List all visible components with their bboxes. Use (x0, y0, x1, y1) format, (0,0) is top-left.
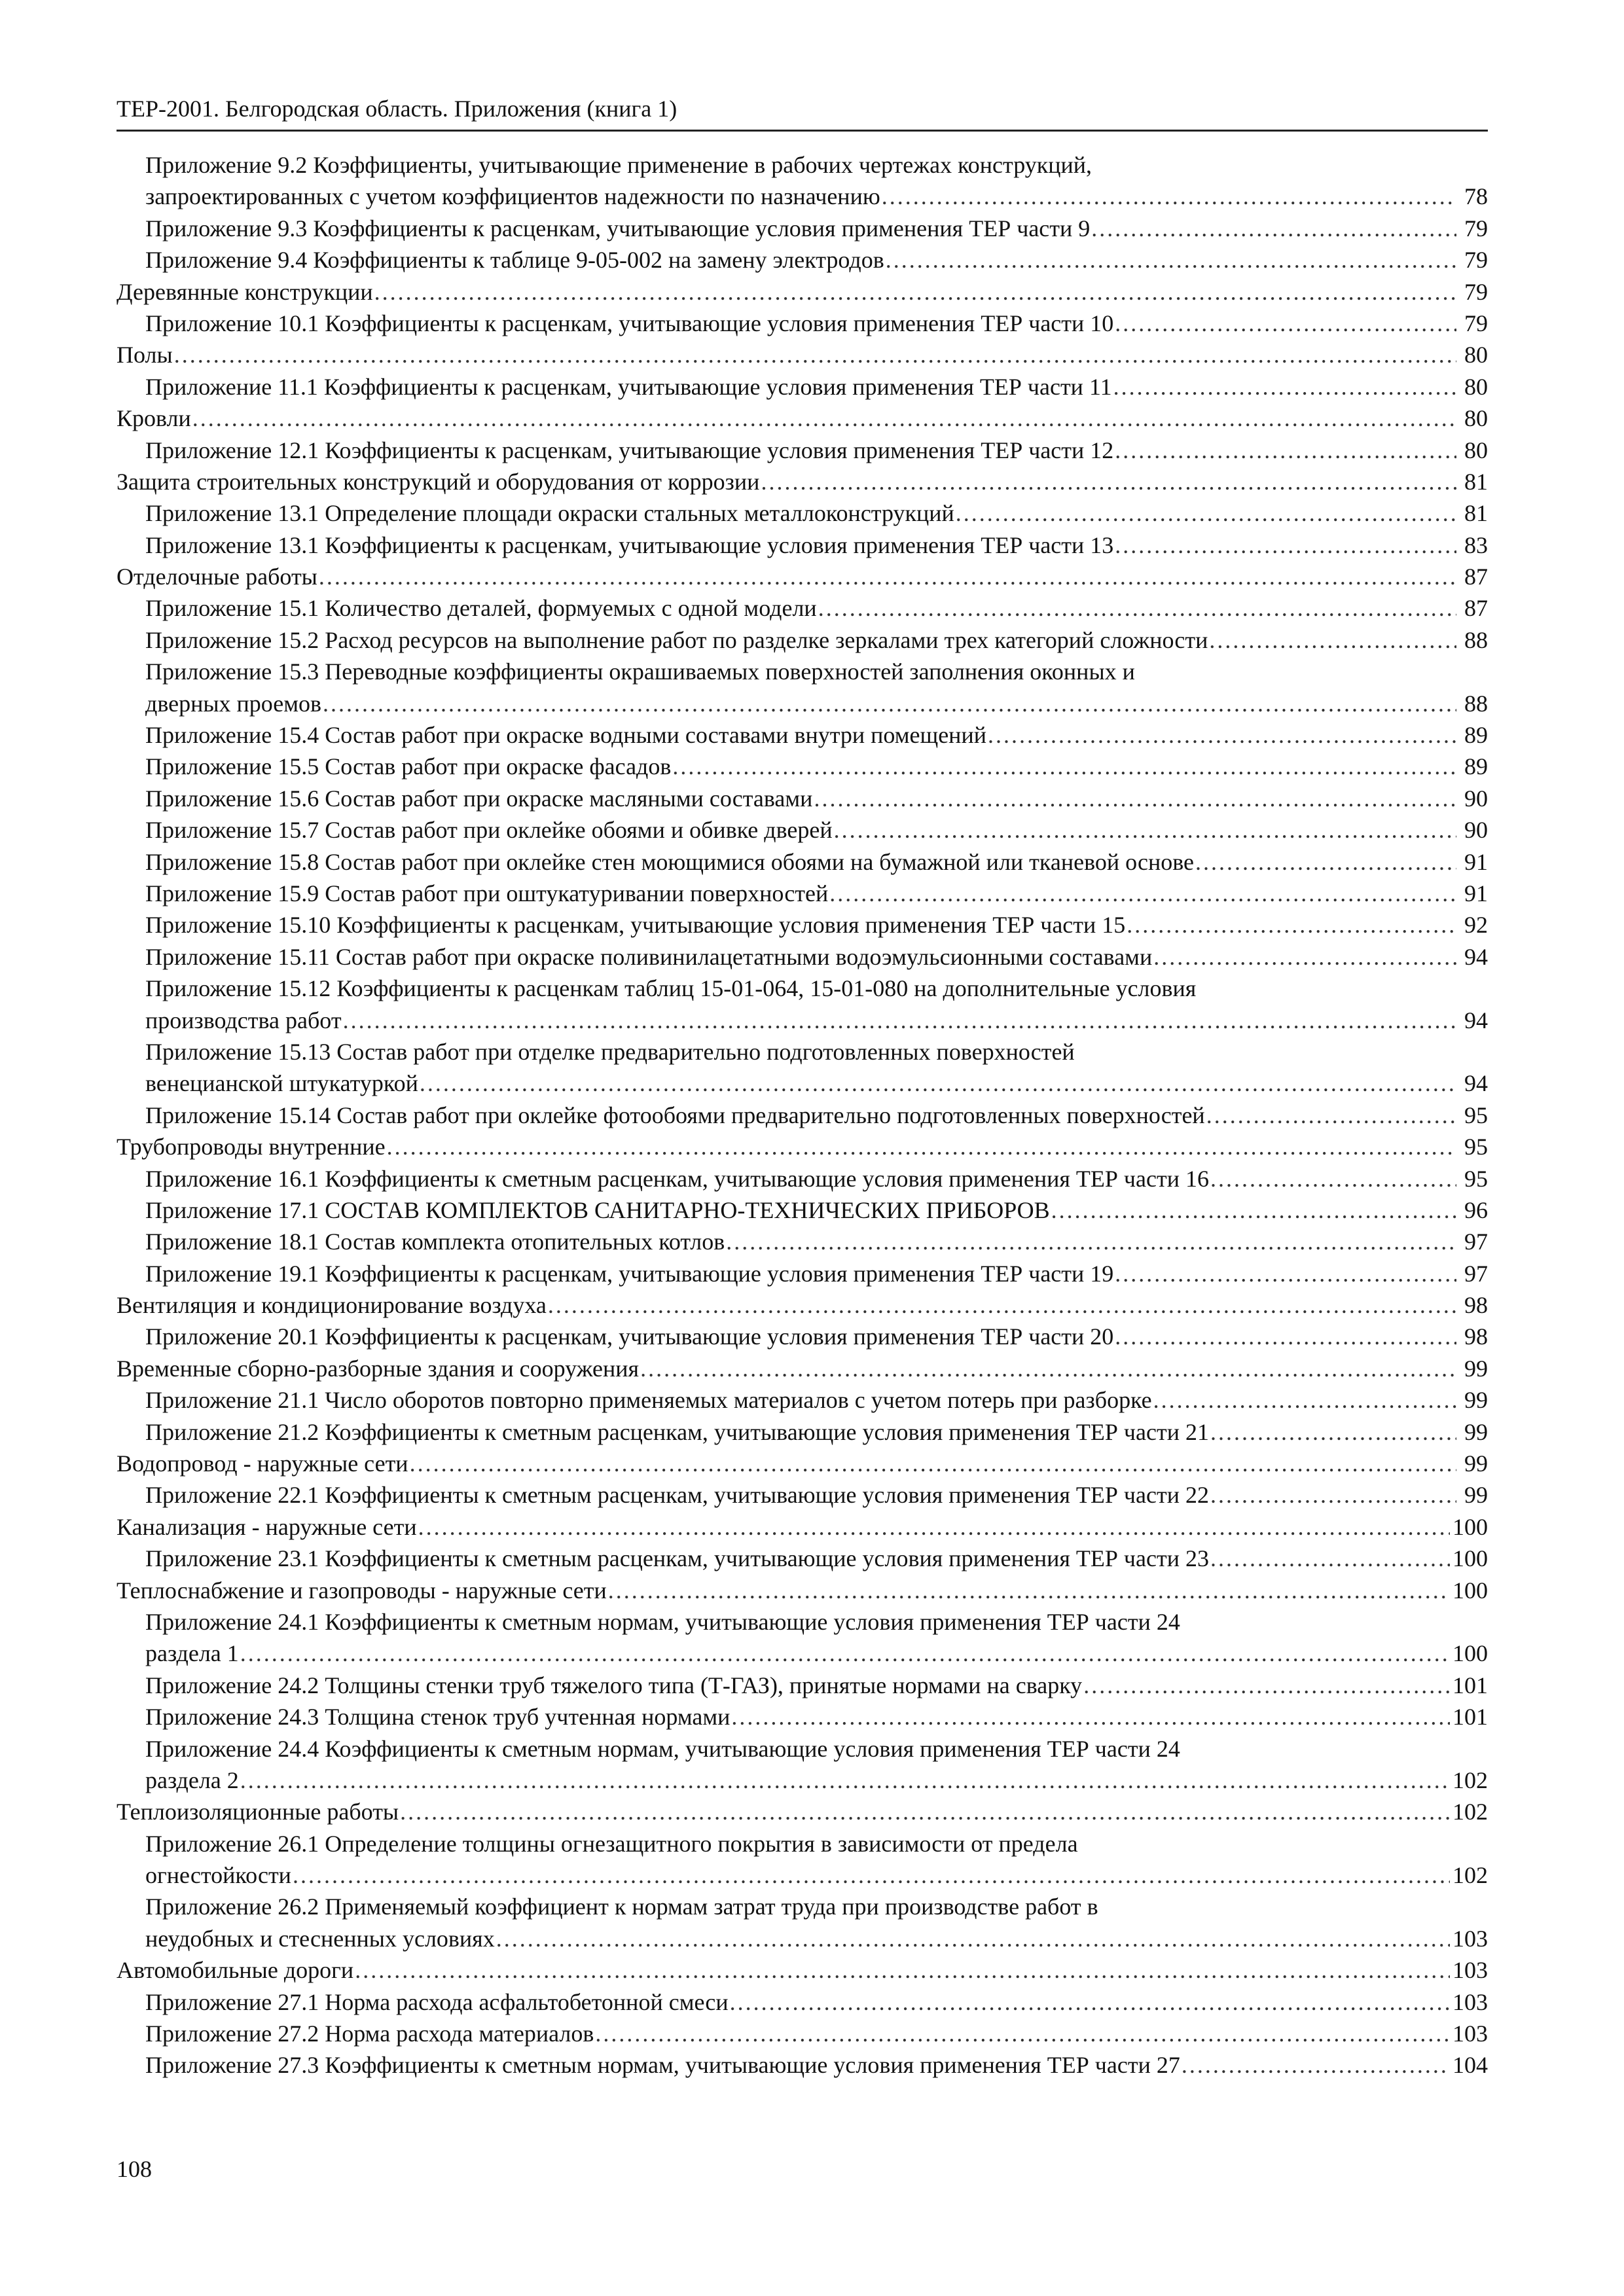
dot-leader (1206, 1100, 1456, 1131)
toc-appendix-entry[interactable] (117, 1733, 1488, 1797)
toc-line (117, 561, 1488, 592)
toc-entry-text: Приложение 12.1 Коэффициенты к расценкам, учитывающие условия применения ТЕР части 12 (145, 437, 1114, 463)
toc-page-number: 102 (1453, 1799, 1488, 1825)
toc-entry-text: Отделочные работы (117, 564, 317, 590)
dot-leader (387, 1131, 1456, 1162)
toc-entry-text: дверных проемов (145, 690, 321, 717)
toc-entry-text: Приложение 15.9 Состав работ при оштукатуривании поверхностей (145, 880, 829, 906)
dot-leader (1115, 435, 1456, 466)
toc-line (117, 1131, 1488, 1162)
toc-entry-text: Приложение 15.12 Коэффициенты к расценкам таблиц 15-01-064, 15-01-080 на дополнительные условия (145, 975, 1197, 1002)
toc-appendix-entry[interactable] (117, 2049, 1488, 2081)
toc-entry-text: Приложение 15.4 Состав работ при окраске водными составами внутри помещений (145, 722, 986, 749)
toc-entry-text: запроектированных с учетом коэффициентов надежности по назначению (145, 183, 880, 210)
toc-section-entry[interactable] (117, 1289, 1488, 1321)
toc-line (117, 1479, 1488, 1511)
toc-line (117, 181, 1488, 212)
toc-page-number: 95 (1464, 1134, 1488, 1160)
toc-appendix-entry[interactable] (117, 1321, 1488, 1352)
toc-entry-text: Приложение 24.3 Толщина стенок труб учтенная нормами (145, 1704, 731, 1731)
toc-section-entry[interactable] (117, 339, 1488, 370)
toc-appendix-entry[interactable] (117, 592, 1488, 624)
toc-line (117, 1321, 1488, 1352)
toc-entry-text: Приложение 10.1 Коэффициенты к расценкам, учитывающие условия применения ТЕР части 10 (145, 310, 1114, 336)
toc-line (117, 2018, 1488, 2049)
toc-entry-text: венецианской штукатуркой (145, 1070, 418, 1097)
dot-leader (834, 814, 1456, 846)
toc-appendix-entry[interactable] (117, 1036, 1488, 1100)
toc-line (117, 1416, 1488, 1448)
toc-section-entry[interactable] (117, 1131, 1488, 1162)
toc-entry-text: Приложение 24.2 Толщины стенки труб тяжелого типа (Т-ГАЗ), принятые нормами на сварку (145, 1672, 1083, 1698)
dot-leader (192, 403, 1456, 434)
toc-page-number: 83 (1464, 531, 1488, 558)
toc-page-number: 79 (1464, 247, 1488, 274)
toc-entry-text: Приложение 26.2 Применяемый коэффициент к нормам затрат труда при производстве работ в (145, 1893, 1098, 1920)
dot-leader (726, 1226, 1456, 1257)
dot-leader (988, 719, 1456, 751)
toc-line (117, 624, 1488, 656)
toc-appendix-entry[interactable] (117, 973, 1488, 1036)
toc-appendix-entry[interactable] (117, 846, 1488, 878)
toc-appendix-entry[interactable] (117, 719, 1488, 751)
toc-page-number: 88 (1464, 626, 1488, 653)
dot-leader (410, 1448, 1456, 1479)
toc-page-number: 96 (1464, 1196, 1488, 1223)
dot-leader (1051, 1194, 1456, 1226)
toc-line (117, 909, 1488, 941)
dot-leader (548, 1289, 1456, 1321)
toc-page-number: 99 (1464, 1387, 1488, 1414)
dot-leader (1115, 308, 1456, 339)
dot-leader (293, 1859, 1450, 1891)
toc-line (117, 1765, 1488, 1796)
toc-entry-text: Приложение 15.6 Состав работ при окраске масляными составами (145, 785, 813, 812)
toc-entry-text: Приложение 23.1 Коэффициенты к сметным расценкам, учитывающие условия применения ТЕР части 23 (145, 1545, 1209, 1572)
toc-line (117, 244, 1488, 276)
toc-entry-text: Приложение 13.1 Определение площади окраски стальных металлоконструкций (145, 500, 954, 527)
toc-line (117, 1543, 1488, 1574)
toc-line (117, 846, 1488, 878)
toc-entry-text: Приложение 9.2 Коэффициенты, учитывающие применение в рабочих чертежах конструкций, (145, 152, 1092, 178)
dot-leader (730, 1986, 1450, 2018)
toc-entry-text: Приложение 18.1 Состав комплекта отопительных котлов (145, 1229, 725, 1255)
toc-entry-text: раздела 1 (145, 1640, 239, 1667)
toc-page-number: 90 (1464, 817, 1488, 844)
toc-entry-text: Приложение 9.4 Коэффициенты к таблице 9-05-002 на замену электродов (145, 247, 884, 274)
toc-line (117, 688, 1488, 719)
dot-leader (818, 592, 1456, 624)
toc-entry-text: Трубопроводы внутренние (117, 1134, 386, 1160)
toc-page-number: 100 (1453, 1513, 1488, 1540)
toc-line (117, 1384, 1488, 1416)
toc-entry-text: Приложение 11.1 Коэффициенты к расценкам, учитывающие условия применения ТЕР части 11 (145, 373, 1112, 400)
toc-appendix-entry[interactable] (117, 1416, 1488, 1448)
toc-appendix-entry[interactable] (117, 751, 1488, 782)
dot-leader (814, 783, 1456, 814)
toc-section-entry[interactable] (117, 1575, 1488, 1606)
toc-appendix-entry[interactable] (117, 244, 1488, 276)
toc-page-number: 89 (1464, 722, 1488, 749)
toc-appendix-entry[interactable] (117, 1194, 1488, 1226)
toc-page-number: 79 (1464, 278, 1488, 305)
toc-entry-text: Приложение 26.1 Определение толщины огнезащитного покрытия в зависимости от предела (145, 1830, 1078, 1857)
toc-entry-text: Приложение 27.1 Норма расхода асфальтобетонной смеси (145, 1988, 729, 2015)
toc-line (117, 941, 1488, 973)
toc-line (117, 1067, 1488, 1099)
toc-appendix-entry[interactable] (117, 435, 1488, 466)
toc-line (117, 213, 1488, 244)
toc-line (117, 308, 1488, 339)
toc-entry-text: Приложение 15.7 Состав работ при оклейке обоями и обивке дверей (145, 817, 833, 844)
toc-line (117, 339, 1488, 370)
toc-page-number: 91 (1464, 880, 1488, 906)
toc-appendix-entry[interactable] (117, 1258, 1488, 1289)
toc-appendix-entry[interactable] (117, 1670, 1488, 1701)
toc-page-number: 100 (1453, 1545, 1488, 1572)
dot-leader (956, 497, 1456, 529)
toc-appendix-entry[interactable] (117, 1384, 1488, 1416)
toc-entry-text: Приложение 15.3 Переводные коэффициенты окрашиваемых поверхностей заполнения оконных и (145, 658, 1135, 685)
toc-entry-text: Временные сборно-разборные здания и сооружения (117, 1355, 640, 1382)
dot-leader (1153, 1384, 1456, 1416)
toc-appendix-entry[interactable] (117, 1891, 1488, 1954)
toc-page-number: 80 (1464, 342, 1488, 368)
dot-leader (174, 339, 1456, 370)
toc-entry-text: Приложение 15.14 Состав работ при оклейке фотообоями предварительно подготовленных поверхностей (145, 1102, 1205, 1128)
toc-line (117, 1923, 1488, 1954)
toc-entry-text: Приложение 22.1 Коэффициенты к сметным расценкам, учитывающие условия применения ТЕР части 22 (145, 1482, 1209, 1509)
toc-page-number: 81 (1464, 468, 1488, 495)
toc-entry-text: Приложение 15.5 Состав работ при окраске фасадов (145, 753, 672, 780)
dot-leader (319, 561, 1456, 592)
toc-line (117, 1289, 1488, 1321)
toc-line (117, 529, 1488, 561)
toc-appendix-entry[interactable] (117, 1479, 1488, 1511)
toc-page-number: 79 (1464, 310, 1488, 336)
toc-page-number: 103 (1453, 1988, 1488, 2015)
toc-page-number: 94 (1464, 1070, 1488, 1097)
toc-line (117, 1226, 1488, 1257)
toc-page-number: 97 (1464, 1260, 1488, 1287)
toc-page-number: 80 (1464, 373, 1488, 400)
toc-appendix-entry[interactable] (117, 783, 1488, 814)
dot-leader (1210, 1543, 1450, 1574)
toc-page-number: 80 (1464, 405, 1488, 432)
toc-appendix-entry[interactable] (117, 371, 1488, 403)
toc-appendix-entry[interactable] (117, 1226, 1488, 1257)
toc-appendix-entry[interactable] (117, 497, 1488, 529)
dot-leader (731, 1701, 1450, 1732)
toc-page-number: 98 (1464, 1323, 1488, 1350)
toc-entry-text: Водопровод - наружные сети (117, 1450, 408, 1477)
dot-leader (418, 1511, 1450, 1543)
toc-entry-text: Приложение 15.1 Количество деталей, формуемых с одной модели (145, 595, 817, 622)
toc-line (117, 276, 1488, 308)
dot-leader (1182, 2049, 1450, 2081)
toc-page-number: 97 (1464, 1229, 1488, 1255)
dot-leader (882, 181, 1456, 212)
toc-page-number: 94 (1464, 1007, 1488, 1033)
toc-section-entry[interactable] (117, 1511, 1488, 1543)
toc-entry-text: Полы (117, 342, 173, 368)
toc-line (117, 1575, 1488, 1606)
dot-leader (496, 1923, 1450, 1954)
toc-line (117, 656, 1488, 687)
toc-entry-text: Приложение 24.1 Коэффициенты к сметным нормам, учитывающие условия применения ТЕР части 24 (145, 1608, 1180, 1635)
toc-page-number: 103 (1453, 2020, 1488, 2047)
toc-entry-text: раздела 2 (145, 1767, 239, 1793)
toc-page-number: 103 (1453, 1957, 1488, 1984)
dot-leader (672, 751, 1456, 782)
toc-section-entry[interactable] (117, 403, 1488, 434)
toc-line (117, 719, 1488, 751)
toc-line (117, 1163, 1488, 1194)
toc-entry-text: Приложение 15.10 Коэффициенты к расценкам, учитывающие условия применения ТЕР части 15 (145, 912, 1126, 939)
dot-leader (400, 1796, 1450, 1827)
toc-entry-text: Приложение 15.11 Состав работ при окраске поливинилацетатными водоэмульсионными составами (145, 943, 1153, 970)
toc-appendix-entry[interactable] (117, 878, 1488, 909)
toc-page-number: 90 (1464, 785, 1488, 812)
toc-appendix-entry[interactable] (117, 1986, 1488, 2018)
dot-leader (374, 276, 1456, 308)
toc-appendix-entry[interactable] (117, 909, 1488, 941)
dot-leader (886, 244, 1456, 276)
toc-entry-text: Защита строительных конструкций и оборудования от коррозии (117, 468, 760, 495)
dot-leader (640, 1353, 1456, 1384)
dot-leader (323, 688, 1456, 719)
toc-page-number: 87 (1464, 595, 1488, 622)
toc-entry-text: Приложение 19.1 Коэффициенты к расценкам, учитывающие условия применения ТЕР части 19 (145, 1260, 1114, 1287)
toc-line (117, 403, 1488, 434)
toc-page-number: 81 (1464, 500, 1488, 527)
toc-appendix-entry[interactable] (117, 1100, 1488, 1131)
toc-entry-text: Приложение 17.1 СОСТАВ КОМПЛЕКТОВ САНИТАРНО-ТЕХНИЧЕСКИХ ПРИБОРОВ (145, 1196, 1050, 1223)
toc-entry-text: Приложение 27.2 Норма расхода материалов (145, 2020, 594, 2047)
toc-page-number: 98 (1464, 1292, 1488, 1319)
toc-entry-text: Приложение 9.3 Коэффициенты к расценкам, учитывающие условия применения ТЕР части 9 (145, 215, 1091, 242)
toc-line (117, 1100, 1488, 1131)
toc-entry-text: Приложение 16.1 Коэффициенты к сметным расценкам, учитывающие условия применения ТЕР части 16 (145, 1165, 1209, 1192)
dot-leader (240, 1765, 1450, 1796)
toc-entry-text: производства работ (145, 1007, 342, 1033)
toc-entry-text: Приложение 27.3 Коэффициенты к сметным нормам, учитывающие условия применения ТЕР части 27 (145, 2052, 1180, 2079)
toc-line (117, 1258, 1488, 1289)
toc-page-number: 91 (1464, 848, 1488, 875)
toc-line (117, 751, 1488, 782)
toc-line (117, 1036, 1488, 1067)
toc-appendix-entry[interactable] (117, 2018, 1488, 2049)
toc-line (117, 592, 1488, 624)
toc-line (117, 1701, 1488, 1732)
dot-leader (1209, 624, 1456, 656)
toc-page-number: 80 (1464, 437, 1488, 463)
toc-page-number: 103 (1453, 1925, 1488, 1952)
toc-appendix-entry[interactable] (117, 308, 1488, 339)
toc-line (117, 497, 1488, 529)
toc-entry-text: Приложение 15.2 Расход ресурсов на выполнение работ по разделке зеркалами трех категорий сложности (145, 626, 1208, 653)
toc-page-number: 95 (1464, 1165, 1488, 1192)
table-of-contents (117, 149, 1488, 2081)
toc-entry-text: Вентиляция и кондиционирование воздуха (117, 1292, 547, 1319)
toc-page-number: 101 (1453, 1704, 1488, 1731)
toc-entry-text: Приложение 13.1 Коэффициенты к расценкам, учитывающие условия применения ТЕР части 13 (145, 531, 1114, 558)
toc-appendix-entry[interactable] (117, 1163, 1488, 1194)
dot-leader (1210, 1163, 1456, 1194)
toc-line (117, 2049, 1488, 2081)
toc-entry-text: Теплоснабжение и газопроводы - наружные сети (117, 1577, 607, 1604)
dot-leader (1113, 371, 1456, 403)
toc-line (117, 466, 1488, 497)
toc-page-number: 99 (1464, 1450, 1488, 1477)
toc-page-number: 79 (1464, 215, 1488, 242)
toc-page-number: 100 (1453, 1577, 1488, 1604)
toc-section-entry[interactable] (117, 276, 1488, 308)
toc-appendix-entry[interactable] (117, 814, 1488, 846)
toc-line (117, 1606, 1488, 1638)
toc-section-entry[interactable] (117, 561, 1488, 592)
toc-line (117, 1733, 1488, 1765)
toc-line (117, 435, 1488, 466)
dot-leader (1115, 529, 1456, 561)
toc-appendix-entry[interactable] (117, 624, 1488, 656)
page-number: 108 (117, 2156, 152, 2182)
toc-entry-text: Кровли (117, 405, 191, 432)
toc-line (117, 149, 1488, 181)
toc-section-entry[interactable] (117, 1448, 1488, 1479)
dot-leader (829, 878, 1456, 909)
toc-appendix-entry[interactable] (117, 1606, 1488, 1670)
dot-leader (761, 466, 1456, 497)
toc-line (117, 1954, 1488, 1986)
dot-leader (1083, 1670, 1450, 1701)
toc-page-number: 99 (1464, 1355, 1488, 1382)
toc-line (117, 1638, 1488, 1669)
toc-appendix-entry[interactable] (117, 529, 1488, 561)
toc-page-number: 94 (1464, 943, 1488, 970)
dot-leader (343, 1005, 1456, 1036)
toc-line (117, 1353, 1488, 1384)
toc-line (117, 1986, 1488, 2018)
toc-entry-text: Приложение 15.8 Состав работ при оклейке стен моющимися обоями на бумажной или тканевой основе (145, 848, 1194, 875)
toc-line (117, 973, 1488, 1004)
toc-page-number: 88 (1464, 690, 1488, 717)
running-header: ТЕР-2001. Белгородская область. Приложения (книга 1) (117, 93, 1488, 132)
toc-entry-text: Деревянные конструкции (117, 278, 373, 305)
toc-line (117, 814, 1488, 846)
toc-line (117, 1670, 1488, 1701)
toc-appendix-entry[interactable] (117, 1828, 1488, 1892)
toc-appendix-entry[interactable] (117, 149, 1488, 213)
toc-line (117, 1859, 1488, 1891)
toc-appendix-entry[interactable] (117, 1701, 1488, 1732)
toc-page-number: 89 (1464, 753, 1488, 780)
toc-entry-text: Автомобильные дороги (117, 1957, 354, 1984)
toc-appendix-entry[interactable] (117, 1543, 1488, 1574)
toc-entry-text: Приложение 21.2 Коэффициенты к сметным расценкам, учитывающие условия применения ТЕР части 21 (145, 1418, 1209, 1445)
dot-leader (1210, 1479, 1456, 1511)
toc-appendix-entry[interactable] (117, 656, 1488, 719)
toc-line (117, 783, 1488, 814)
toc-page-number: 99 (1464, 1418, 1488, 1445)
toc-line (117, 1448, 1488, 1479)
toc-entry-text: Приложение 24.4 Коэффициенты к сметным нормам, учитывающие условия применения ТЕР части 24 (145, 1735, 1180, 1762)
dot-leader (1153, 941, 1456, 973)
dot-leader (1115, 1321, 1456, 1352)
dot-leader (595, 2018, 1450, 2049)
dot-leader (1115, 1258, 1456, 1289)
toc-entry-text: Канализация - наружные сети (117, 1513, 417, 1540)
toc-page-number: 102 (1453, 1862, 1488, 1889)
toc-appendix-entry[interactable] (117, 941, 1488, 973)
toc-page-number: 102 (1453, 1767, 1488, 1793)
toc-entry-text: Теплоизоляционные работы (117, 1799, 399, 1825)
dot-leader (1127, 909, 1456, 941)
dot-leader (608, 1575, 1450, 1606)
toc-page-number: 99 (1464, 1482, 1488, 1509)
toc-line (117, 1891, 1488, 1922)
toc-section-entry[interactable] (117, 1954, 1488, 1986)
toc-page-number: 100 (1453, 1640, 1488, 1667)
dot-leader (240, 1638, 1450, 1669)
dot-leader (1091, 213, 1456, 244)
dot-leader (1210, 1416, 1456, 1448)
dot-leader (1195, 846, 1456, 878)
toc-line (117, 1194, 1488, 1226)
toc-page-number: 101 (1453, 1672, 1488, 1698)
toc-line (117, 878, 1488, 909)
toc-entry-text: Приложение 15.13 Состав работ при отделке предварительно подготовленных поверхностей (145, 1038, 1075, 1065)
toc-line (117, 1828, 1488, 1859)
toc-section-entry[interactable] (117, 1796, 1488, 1827)
toc-line (117, 1005, 1488, 1036)
toc-appendix-entry[interactable] (117, 213, 1488, 244)
toc-entry-text: Приложение 20.1 Коэффициенты к расценкам, учитывающие условия применения ТЕР части 20 (145, 1323, 1114, 1350)
toc-entry-text: огнестойкости (145, 1862, 291, 1889)
toc-page-number: 104 (1453, 2052, 1488, 2079)
toc-line (117, 371, 1488, 403)
toc-line (117, 1796, 1488, 1827)
toc-page-number: 87 (1464, 564, 1488, 590)
toc-entry-text: Приложение 21.1 Число оборотов повторно применяемых материалов с учетом потерь при разборке (145, 1387, 1152, 1414)
toc-entry-text: неудобных и стесненных условиях (145, 1925, 495, 1952)
toc-section-entry[interactable] (117, 466, 1488, 497)
toc-page-number: 92 (1464, 912, 1488, 939)
toc-line (117, 1511, 1488, 1543)
toc-section-entry[interactable] (117, 1353, 1488, 1384)
dot-leader (420, 1067, 1456, 1099)
dot-leader (355, 1954, 1450, 1986)
toc-page-number: 78 (1464, 183, 1488, 210)
toc-page-number: 95 (1464, 1102, 1488, 1128)
